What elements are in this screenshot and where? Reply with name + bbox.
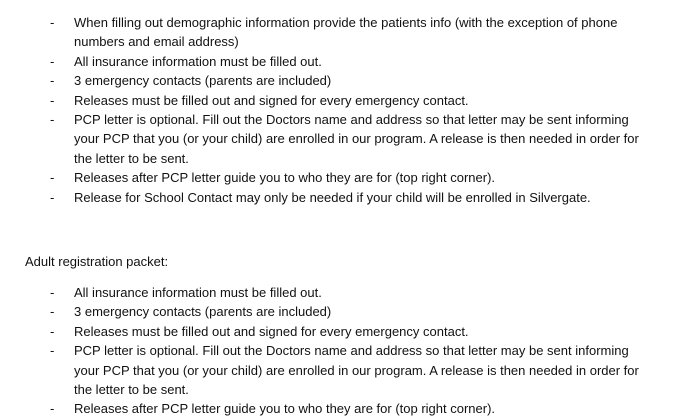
list-item-text: All insurance information must be filled out.: [74, 53, 322, 69]
list-item: [0, 283, 694, 302]
bullet-dash: -: [50, 323, 55, 339]
list-item: [0, 52, 694, 71]
list-item-text: Releases after PCP letter guide you to who they are for (top right corner).: [74, 401, 496, 417]
list-item-text: 3 emergency contacts (parents are included): [74, 304, 332, 320]
list-item: [0, 341, 694, 399]
bullet-dash: -: [50, 285, 55, 300]
bullet-dash: -: [50, 189, 55, 205]
list-item: [0, 188, 694, 207]
list-item-text: When filling out demographic information provide the patients info (with the exception of phone numbers and email address): [74, 15, 618, 50]
bullet-dash: -: [50, 92, 55, 108]
bullet-dash: -: [50, 170, 55, 186]
list-item-text: PCP letter is optional. Fill out the Doctors name and address so that letter may be sent informing your PCP that you (or your child) are enrolled in our program. A release is then needed in order for the letter to be sent.: [74, 343, 639, 398]
bullet-dash: -: [50, 343, 55, 359]
list-item: [0, 110, 694, 168]
adult-instructions-list: [0, 283, 694, 419]
bullet-dash: -: [50, 73, 55, 89]
child-instructions-list: [0, 13, 694, 207]
list-item-text: 3 emergency contacts (parents are included): [74, 73, 332, 89]
list-item: [0, 91, 694, 110]
list-item: [0, 322, 694, 341]
list-item-text: All insurance information must be filled out.: [74, 285, 322, 300]
bullet-dash: -: [50, 15, 55, 30]
list-item: [0, 168, 694, 187]
bullet-dash: -: [50, 401, 55, 417]
list-item-text: Releases must be filled out and signed for every emergency contact.: [74, 323, 469, 339]
list-item: [0, 302, 694, 321]
list-item-text: Release for School Contact may only be needed if your child will be enrolled in Silvergate.: [74, 189, 591, 205]
list-item: [0, 399, 694, 418]
adult-packet-heading: Adult registration packet:: [25, 254, 169, 269]
bullet-dash: -: [50, 53, 55, 69]
list-item: [0, 71, 694, 90]
list-item-text: Releases must be filled out and signed for every emergency contact.: [74, 92, 469, 108]
list-item-text: Releases after PCP letter guide you to who they are for (top right corner).: [74, 170, 496, 186]
bullet-dash: -: [50, 304, 55, 320]
list-item-text: PCP letter is optional. Fill out the Doctors name and address so that letter may be sent informing your PCP that you (or your child) are enrolled in our program. A release is then needed in order for the letter to be sent.: [74, 112, 639, 166]
bullet-dash: -: [50, 112, 55, 128]
list-item: [0, 13, 694, 52]
